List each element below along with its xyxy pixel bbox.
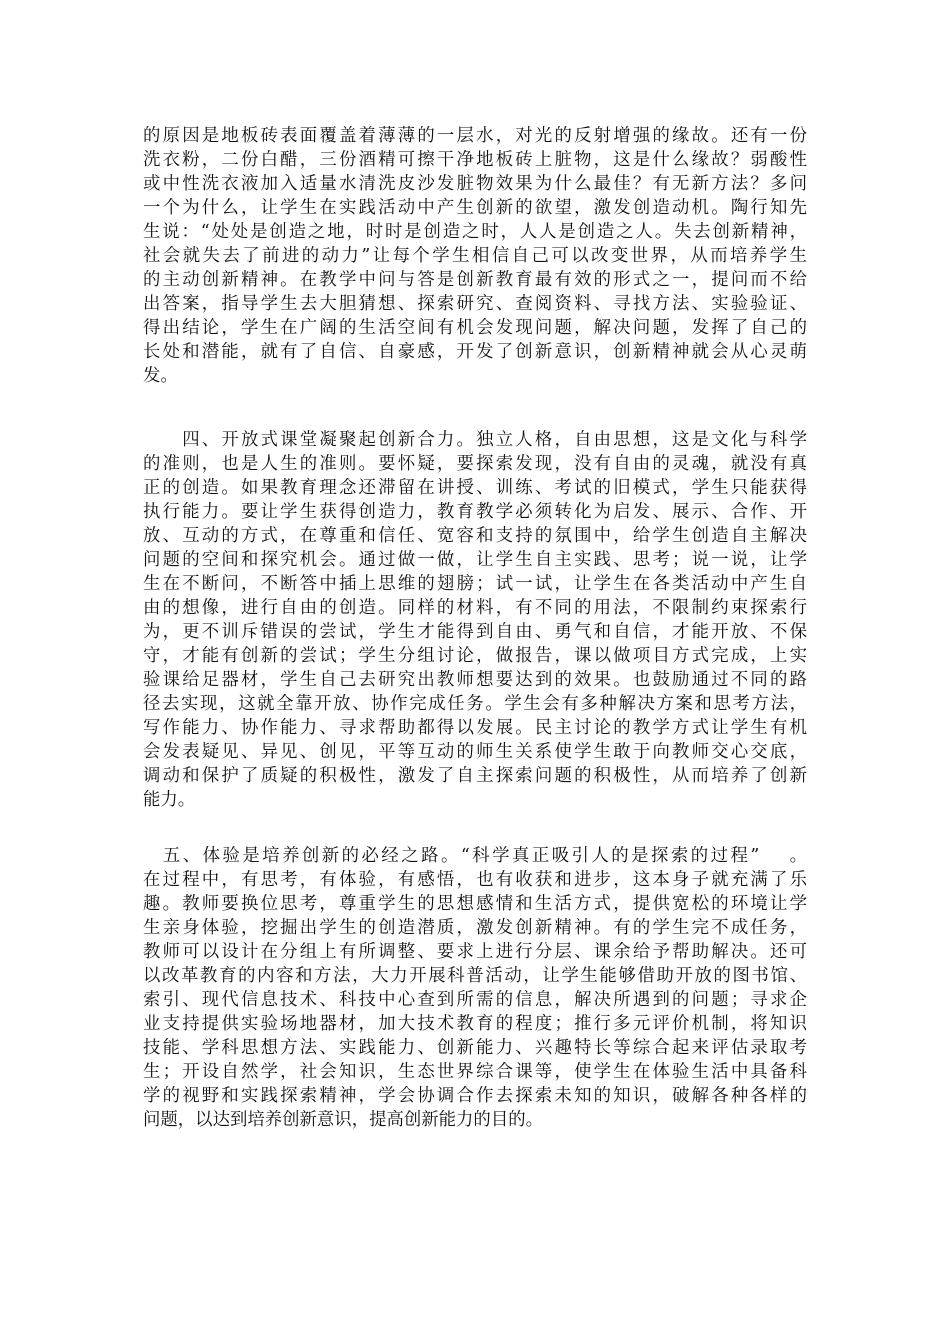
text-line: 的主动创新精神。在教学中问与答是创新教育最有效的形式之一，提问而不给 — [143, 270, 807, 290]
text-line: 生；开设自然学，社会知识，生态世界综合课等，使学生在体验生活中具备科 — [143, 1062, 807, 1082]
text-line: 五、体验是培养创新的必经之路。“科学真正吸引人的是探索的过程” 。 — [143, 846, 807, 866]
text-line: 业支持提供实验场地器材，加大技术教育的程度；推行多元评价机制，将知识 — [143, 1014, 807, 1034]
text-line: 一个为什么，让学生在实践活动中产生创新的欲望，激发创造动机。陶行知先 — [143, 198, 807, 218]
text-line: 生在不断问，不断答中插上思维的翅膀；试一试，让学生在各类活动中产生自 — [143, 574, 807, 594]
text-line: 的原因是地板砖表面覆盖着薄薄的一层水，对光的反射增强的缘故。还有一份 — [143, 126, 807, 146]
text-line: 社会就失去了前进的动力”让每个学生相信自己可以改变世界，从而培养学生 — [143, 246, 807, 266]
text-line: 会发表疑见、异见、创见，平等互动的师生关系使学生敢于向教师交心交底， — [143, 742, 807, 762]
text-line: 由的想像，进行自由的创造。同样的材料，有不同的用法，不限制约束探索行 — [143, 598, 807, 618]
text-line: 问题的空间和探究机会。通过做一做，让学生自主实践、思考；说一说，让学 — [143, 550, 807, 570]
text-line: 验课给足器材，学生自己去研究出教师想要达到的效果。也鼓励通过不同的路 — [143, 670, 807, 690]
text-line: 调动和保护了质疑的积极性，激发了自主探索问题的积极性，从而培养了创新 — [143, 766, 807, 786]
text-line: 执行能力。要让学生获得创造力，教育教学必须转化为启发、展示、合作、开 — [143, 502, 807, 522]
text-line: 索引、现代信息技术、科技中心查到所需的信息，解决所遇到的问题；寻求企 — [143, 990, 807, 1010]
text-line: 学的视野和实践探索精神，学会协调合作去探索未知的知识，破解各种各样的 — [143, 1086, 807, 1106]
text-line: 洗衣粉，二份白醋，三份酒精可擦干净地板砖上脏物，这是什么缘故？弱酸性 — [143, 150, 807, 170]
text-line: 技能、学科思想方法、实践能力、创新能力、兴趣特长等综合起来评估录取考 — [143, 1038, 807, 1058]
text-line: 生亲身体验，挖掘出学生的创造潜质，激发创新精神。有的学生完不成任务， — [143, 918, 807, 938]
text-line: 写作能力、协作能力、寻求帮助都得以发展。民主讨论的教学方式让学生有机 — [143, 718, 807, 738]
text-line: 放、互动的方式，在尊重和信任、宽容和支持的氛围中，给学生创造自主解决 — [143, 526, 807, 546]
body-paragraph-1 — [143, 124, 807, 388]
body-paragraph-3 — [143, 844, 807, 1132]
text-line: 正的创造。如果教育理念还滞留在讲授、训练、考试的旧模式，学生只能获得 — [143, 478, 807, 498]
text-line: 问题，以达到培养创新意识，提高创新能力的目的。 — [143, 1110, 543, 1130]
text-line: 能力。 — [143, 790, 196, 810]
body-paragraph-2 — [143, 428, 807, 812]
text-line: 或中性洗衣液加入适量水清洗皮沙发脏物效果为什么最佳？有无新方法？多问 — [143, 174, 807, 194]
text-line: 教师可以设计在分组上有所调整、要求上进行分层、课余给予帮助解决。还可 — [143, 942, 807, 962]
text-line: 长处和潜能，就有了自信、自豪感，开发了创新意识，创新精神就会从心灵萌 — [143, 342, 807, 362]
text-line: 的准则，也是人生的准则。要怀疑，要探索发现，没有自由的灵魂，就没有真 — [143, 454, 807, 474]
text-line: 四、开放式课堂凝聚起创新合力。独立人格，自由思想，这是文化与科学 — [143, 430, 807, 450]
text-line: 趣。教师要换位思考，尊重学生的思想感情和生活方式，提供宽松的环境让学 — [143, 894, 807, 914]
text-line: 发。 — [143, 366, 178, 386]
text-line: 守，才能有创新的尝试；学生分组讨论，做报告，课以做项目方式完成，上实 — [143, 646, 807, 666]
text-line: 在过程中，有思考，有体验，有感悟，也有收获和进步，这本身子就充满了乐 — [143, 870, 807, 890]
text-line: 为，更不训斥错误的尝试，学生才能得到自由、勇气和自信，才能开放、不保 — [143, 622, 807, 642]
text-line: 出答案，指导学生去大胆猜想、探索研究、查阅资料、寻找方法、实验验证、 — [143, 294, 807, 314]
text-line: 生说：“处处是创造之地，时时是创造之时，人人是创造之人。失去创新精神， — [143, 222, 807, 242]
text-line: 以改革教育的内容和方法，大力开展科普活动，让学生能够借助开放的图书馆、 — [143, 966, 807, 986]
text-line: 径去实现，这就全靠开放、协作完成任务。学生会有多种解决方案和思考方法， — [143, 694, 807, 714]
text-line: 得出结论，学生在广阔的生活空间有机会发现问题，解决问题，发挥了自己的 — [143, 318, 807, 338]
